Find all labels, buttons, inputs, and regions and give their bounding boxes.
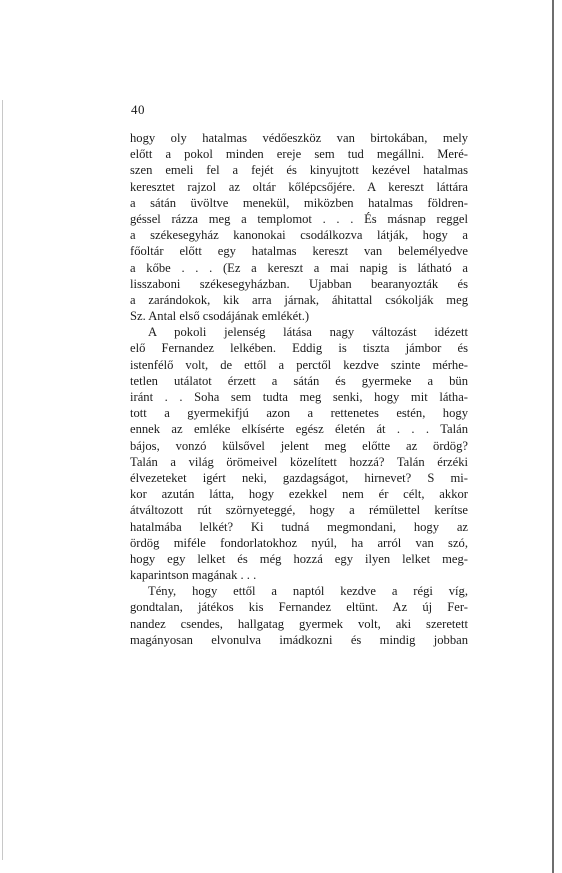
text-line: ennek az emléke elkísérte egész életén át . . . Talán bbox=[130, 422, 468, 437]
text-line: magányosan elvonulva imádkozni és mindig jobban bbox=[130, 632, 468, 647]
text-line: a székesegyház kanonokai csodálkozva látják, hogy a bbox=[130, 228, 468, 243]
text-line: lisszaboni székesegyházban. Ujabban bearanyozták és bbox=[130, 276, 468, 291]
text-line: a zarándokok, kik arra járnak, áhitattal csókolják meg bbox=[130, 292, 468, 307]
text-line: hogy oly hatalmas védőeszköz van birtokában, mely bbox=[130, 131, 468, 145]
text-line: keresztet rajzol az oltár kőlépcsőjére. A kereszt láttára bbox=[130, 179, 468, 194]
page-number: 40 bbox=[131, 102, 145, 117]
text-line: bájos, vonzó külsővel jelent meg előtte az ördög? bbox=[130, 438, 468, 453]
text-line: átváltozott rút szörnyeteggé, hogy a rémülettel kerítse bbox=[130, 503, 468, 518]
text-line: nandez csendes, hallgatag gyermek volt, aki szeretett bbox=[130, 616, 468, 631]
text-line: a kőbe . . . (Ez a kereszt a mai napig is látható a bbox=[130, 260, 468, 275]
text-line: előtt a pokol minden ereje sem tud megállni. Meré- bbox=[130, 147, 468, 162]
text-line: géssel rázza meg a templomot . . . És másnap reggel bbox=[130, 211, 468, 226]
page-left-edge bbox=[2, 100, 3, 860]
page-right-edge bbox=[552, 0, 554, 873]
text-line: a sátán üvöltve menekül, miközben hatalmas földren- bbox=[130, 195, 468, 210]
text-line: elő Fernandez lelkében. Eddig is tiszta jámbor és bbox=[130, 341, 468, 356]
text-line: A pokoli jelenség látása nagy változást idézett bbox=[148, 325, 468, 340]
text-line: tott a gyermekifjú azon a rettenetes estén, hogy bbox=[130, 406, 468, 421]
text-line: élvezeteket igért neki, gazdagságot, hirnevet? S mi- bbox=[130, 470, 468, 485]
text-line: főoltár előtt egy hatalmas kereszt van belemélyedve bbox=[130, 244, 468, 259]
text-line: iránt . . Soha sem tudta meg senki, hogy mit látha- bbox=[130, 390, 468, 404]
text-line: hogy egy lelket és még hozzá egy ilyen lelket meg- bbox=[130, 551, 468, 566]
text-line: kaparintson magának . . . bbox=[130, 568, 257, 583]
text-line: ördög miféle fondorlatokhoz nyúl, ha arról van szó, bbox=[130, 535, 468, 550]
body-text bbox=[130, 130, 468, 648]
text-line: kor azután látta, hogy ezekkel nem ér célt, akkor bbox=[130, 487, 468, 502]
text-line: hatalmába lelkét? Ki tudná megmondani, hogy az bbox=[130, 519, 468, 534]
text-line: istenfélő volt, de ettől a perctől kezdve szinte mérhe- bbox=[130, 357, 468, 372]
text-line: Sz. Antal első csodájának emlékét.) bbox=[130, 309, 310, 324]
text-line: szen emeli fel a fejét és kinyujtott kezével hatalmas bbox=[130, 163, 468, 178]
text-line: tetlen utálatot érzett a sátán és gyermeke a bün bbox=[130, 373, 468, 388]
text-line: gondtalan, játékos kis Fernandez eltünt. Az új Fer- bbox=[130, 600, 468, 615]
text-line: Talán a világ örömeivel közelített hozzá? Talán érzéki bbox=[130, 454, 468, 469]
text-line: Tény, hogy ettől a naptól kezdve a régi víg, bbox=[148, 584, 468, 599]
